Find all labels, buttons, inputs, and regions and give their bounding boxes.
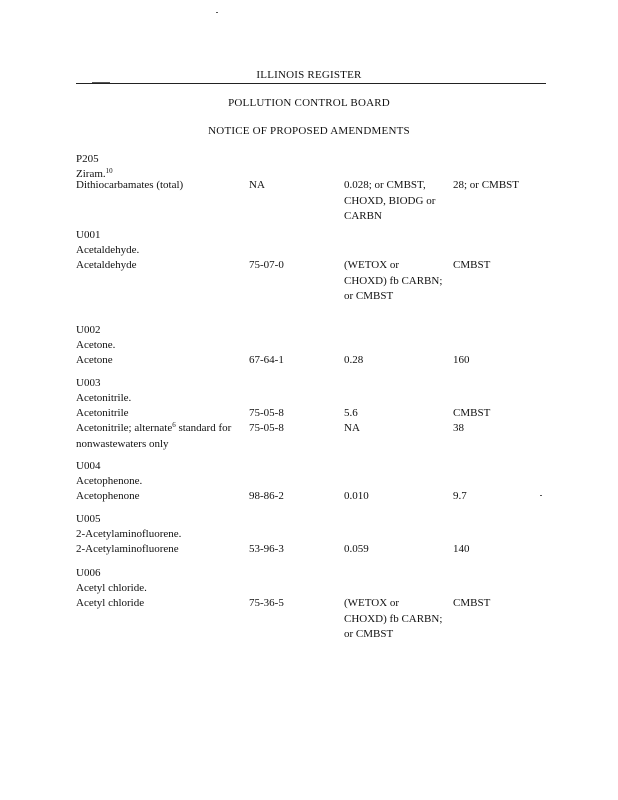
scan-speck	[540, 495, 542, 496]
constituent-cell: Acetyl chloride	[76, 597, 145, 609]
waste-code: P205	[76, 153, 99, 165]
cas-number-cell: 67-64-1	[249, 354, 284, 366]
cas-number-cell: 53-96-3	[249, 543, 284, 555]
nonwastewater-standard-cell: CMBST	[453, 407, 491, 419]
waste-code: U005	[76, 513, 101, 525]
constituent-cell: Acetonitrile	[76, 407, 129, 419]
constituent-cell: Dithiocarbamates (total)	[76, 179, 184, 191]
waste-code: U004	[76, 460, 101, 472]
constituent-cell: 2-Acetylaminofluorene	[76, 543, 179, 555]
wastewater-standard-cell: 0.28	[344, 354, 364, 366]
waste-code: U001	[76, 229, 101, 241]
waste-code: U003	[76, 377, 101, 389]
scan-speck	[92, 82, 110, 83]
constituent-cell: Acetophenone	[76, 490, 140, 502]
nonwastewater-standard-cell: CMBST	[453, 259, 491, 271]
page-header	[0, 0, 618, 140]
nonwastewater-standard-cell: 140	[453, 543, 470, 555]
cas-number-cell: NA	[249, 179, 265, 191]
constituent-text-cont: standard for nonwastewaters only	[76, 422, 232, 450]
wastewater-standard-cell: 0.028; or CMBST, CHOXD, BIODG or CARBN	[344, 179, 436, 222]
waste-name-text: Ziram.	[76, 168, 106, 180]
cas-number-cell: 75-07-0	[249, 259, 284, 271]
waste-code: U002	[76, 324, 101, 336]
wastewater-standard-cell: (WETOX or CHOXD) fb CARBN; or CMBST	[344, 597, 443, 640]
footnote-marker: 6	[172, 421, 176, 429]
wastewater-standard-cell: NA	[344, 422, 360, 434]
nonwastewater-standard-cell: CMBST	[453, 597, 491, 609]
cas-number-cell: 75-05-8	[249, 407, 284, 419]
waste-name: Acetyl chloride.	[76, 582, 147, 594]
wastewater-standard-cell: (WETOX or CHOXD) fb CARBN; or CMBST	[344, 259, 443, 302]
footnote-marker: 10	[105, 167, 113, 175]
nonwastewater-standard-cell: 160	[453, 354, 470, 366]
waste-name: Acetaldehyde.	[76, 244, 140, 256]
constituent-cell: Acetone	[76, 354, 113, 366]
constituent-text: Acetonitrile; alternate	[76, 422, 173, 434]
constituent-cell: Acetaldehyde	[76, 259, 137, 271]
nonwastewater-standard-cell: 38	[453, 422, 464, 434]
board-title: POLLUTION CONTROL BOARD	[228, 97, 390, 109]
nonwastewater-standard-cell: 28; or CMBST	[453, 179, 520, 191]
header-rule	[76, 83, 546, 84]
nonwastewater-standard-cell: 9.7	[453, 490, 467, 502]
cas-number-cell: 98-86-2	[249, 490, 284, 502]
constituent-cell	[76, 421, 246, 452]
register-title: ILLINOIS REGISTER	[256, 69, 362, 81]
cas-number-cell: 75-05-8	[249, 422, 284, 434]
wastewater-standard-cell: 5.6	[344, 407, 358, 419]
wastewater-standard-cell: 0.010	[344, 490, 369, 502]
waste-name: 2-Acetylaminofluorene.	[76, 528, 182, 540]
waste-name: Acetone.	[76, 339, 116, 351]
scan-speck	[216, 12, 218, 13]
notice-title: NOTICE OF PROPOSED AMENDMENTS	[208, 125, 410, 137]
cas-number-cell: 75-36-5	[249, 597, 284, 609]
waste-name: Acetophenone.	[76, 475, 143, 487]
wastewater-standard-cell: 0.059	[344, 543, 369, 555]
waste-name: Acetonitrile.	[76, 392, 132, 404]
waste-code: U006	[76, 567, 101, 579]
